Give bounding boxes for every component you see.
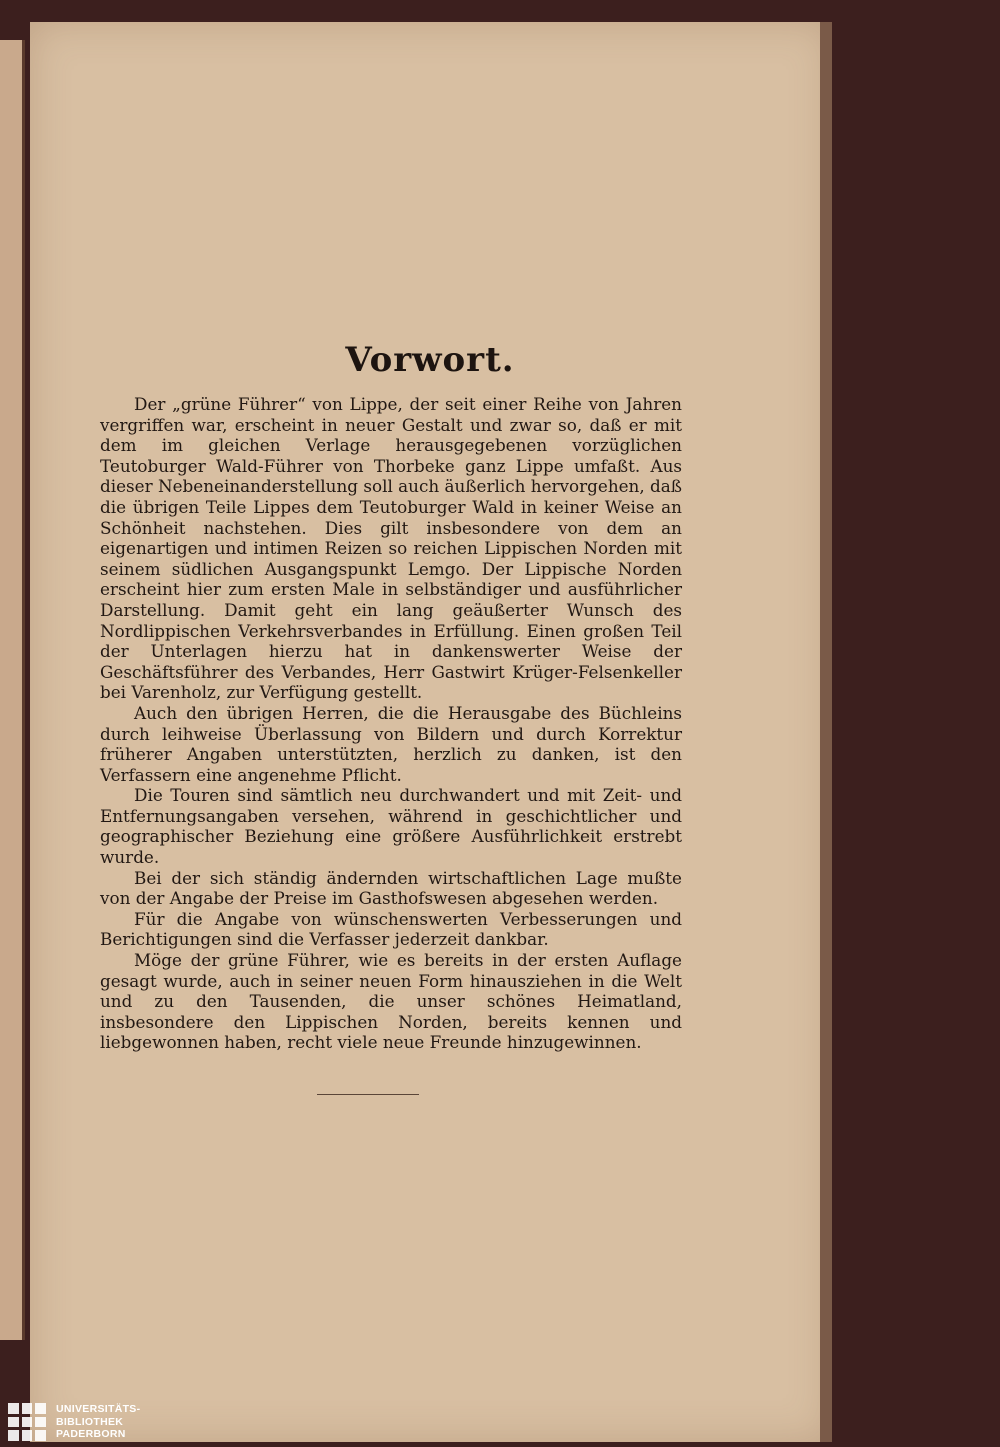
closing-rule [317, 1094, 419, 1095]
paragraph: Für die Angabe von wünschenswerten Verbesserungen und Berichtigungen sind die Verfasser jederzeit dankbar. [100, 908, 682, 950]
page-edge [820, 22, 832, 1442]
library-logo [0, 1397, 200, 1447]
library-name-line: PADERBORN [56, 1428, 126, 1441]
page-title: Vorwort. [345, 340, 515, 380]
paragraph: Die Touren sind sämtlich neu durchwandert und mit Zeit- und Entfernungsangaben versehen, während in geschichtlicher und geographischer Beziehung eine größere Ausführlichkeit erstrebt wurde. [100, 785, 682, 868]
paragraph: Auch den übrigen Herren, die die Herausgabe des Büchleins durch leihweise Überlassung von Bildern und durch Korrektur früherer Angaben unterstützten, herzlich zu danken, ist den Verfassern eine angenehme Pflicht. [100, 702, 682, 785]
library-name-line: BIBLIOTHEK [56, 1415, 124, 1428]
library-name-line: UNIVERSITÄTS- [56, 1403, 141, 1416]
paragraph: Bei der sich ständig ändernden wirtschaftlichen Lage mußte von der Angabe der Preise im Gasthofswesen abgesehen werden. [100, 867, 682, 909]
library-name [56, 1403, 140, 1441]
preface-text [100, 394, 682, 1053]
facing-page-edge [0, 40, 25, 1340]
book-page [30, 22, 830, 1442]
library-logo-icon [8, 1403, 46, 1441]
paragraph: Der „grüne Führer“ von Lippe, der seit einer Reihe von Jahren vergriffen war, erscheint in neuer Gestalt und zwar so, daß er mit dem im gleichen Verlage herausgegebenen vorzüglichen Teutoburger Wald-Führer von Thorbeke ganz Lippe umfaßt. Aus dieser Nebeneinanderstellung soll auch äußerlich hervorgehen, daß die übrigen Teile Lippes dem Teutoburger Wald in keiner Weise an Schönheit nachstehen. Dies gilt insbesondere von dem an eigenartigen und intimen Reizen so reichen Lippischen Norden mit seinem südlichen Ausgangspunkt Lemgo. Der Lippische Norden erscheint hier zum ersten Male in selbständiger und ausführlicher Darstellung. Damit geht ein lang geäußerter Wunsch des Nordlippischen Verkehrsverbandes in Erfüllung. Einen großen Teil der Unterlagen hierzu hat in dankenswerter Weise der Geschäftsführer des Verbandes, Herr Gastwirt Krüger-Felsenkeller bei Varenholz, zur Verfügung gestellt. [100, 394, 682, 703]
paragraph: Möge der grüne Führer, wie es bereits in der ersten Auflage gesagt wurde, auch in seiner neuen Form hinausziehen in die Welt und zu den Tausenden, die unser schönes Heimatland, insbesondere den Lippischen Norden, bereits kennen und liebgewonnen haben, recht viele neue Freunde hinzugewinnen. [100, 950, 682, 1053]
